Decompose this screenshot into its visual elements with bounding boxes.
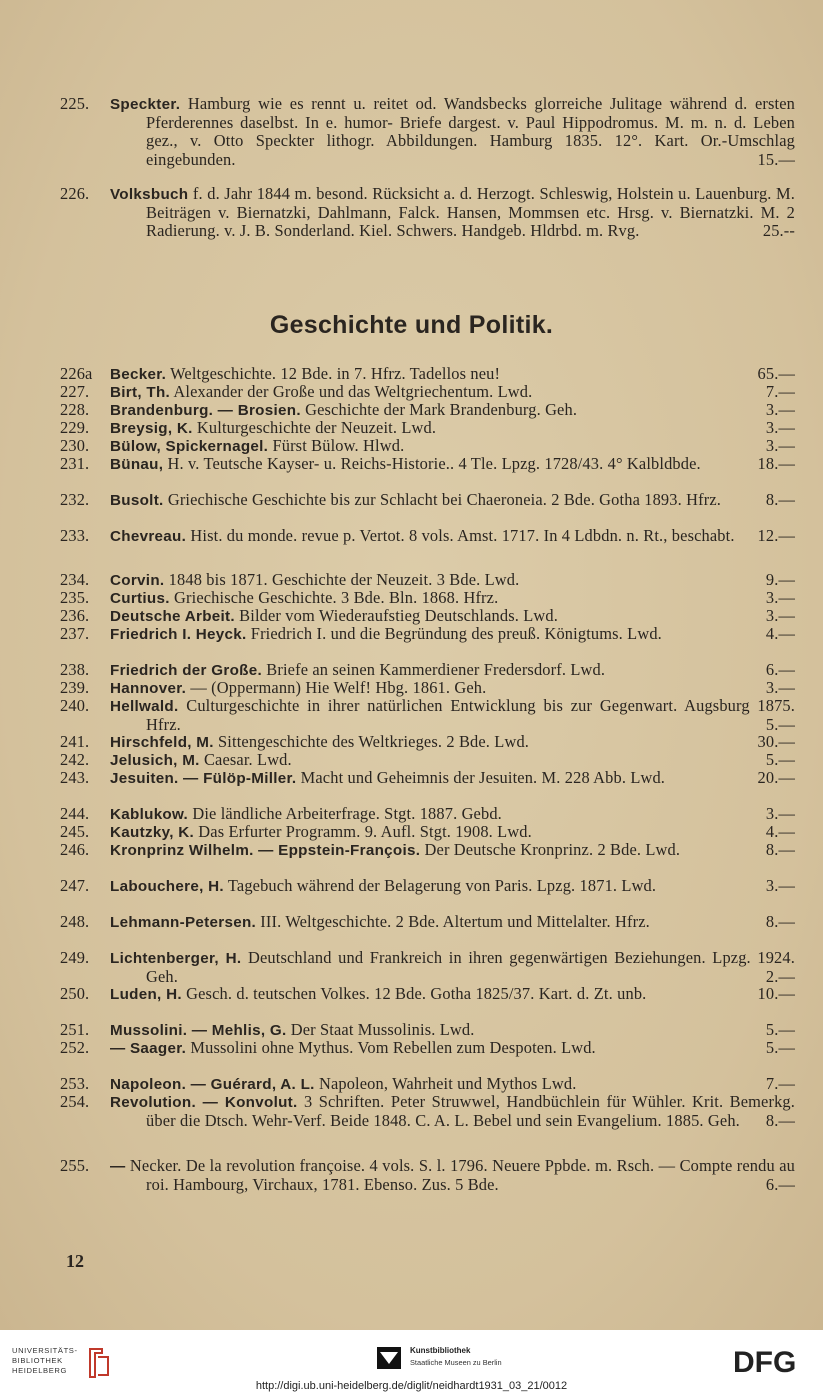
entry-author: Kronprinz Wilhelm. — Eppstein-François. xyxy=(110,842,421,859)
entry-author: Kautzky, K. xyxy=(110,824,195,841)
entry-author: Bünau, xyxy=(110,456,164,473)
entry-description: Bilder vom Wiederaufstieg Deutschlands. Lwd. xyxy=(239,606,558,625)
catalog-entry xyxy=(60,1093,795,1130)
entry-body xyxy=(110,913,795,932)
catalog-entry xyxy=(60,733,795,752)
entry-body xyxy=(110,1093,795,1130)
catalog-entry xyxy=(60,769,795,788)
entry-description: — (Oppermann) Hie Welf! Hbg. 1861. Geh. xyxy=(190,678,487,697)
catalog-entry xyxy=(60,185,795,241)
entry-author: Birt, Th. xyxy=(110,384,171,401)
entry-description: Geschichte der Mark Brandenburg. Geh. xyxy=(305,400,578,419)
entry-author: Breysig, K. xyxy=(110,420,193,437)
entry-price: 5.— xyxy=(765,715,795,735)
entry-price: 25.-- xyxy=(762,221,795,241)
entry-author: Lehmann-Petersen. xyxy=(110,914,257,931)
entry-number: 251. xyxy=(60,1020,90,1039)
entry-author: Hannover. xyxy=(110,680,187,697)
entry-price: 3.— xyxy=(765,436,795,455)
entry-description: Caesar. Lwd. xyxy=(203,750,292,769)
entry-author: Bülow, Spickernagel. xyxy=(110,438,269,455)
catalog-entry xyxy=(60,985,795,1004)
entry-body xyxy=(110,491,795,510)
entry-body xyxy=(110,769,795,788)
entry-description: Deutschland und Frankreich in ihren gegenwärtigen Beziehungen. Lpzg. 1924. Geh. xyxy=(146,948,795,987)
kunstbibliothek-logo[interactable] xyxy=(376,1344,546,1374)
entry-price: 5.— xyxy=(765,1038,795,1057)
entry-body xyxy=(110,527,795,546)
entry-number: 228. xyxy=(60,400,90,419)
entry-body xyxy=(110,841,795,860)
entry-body xyxy=(110,185,795,241)
entry-number: 237. xyxy=(60,624,90,643)
entry-number: 232. xyxy=(60,490,90,509)
entry-description: H. v. Teutsche Kayser- u. Reichs-Historie.. 4 Tle. Lpzg. 1728/43. 4° Kalbldbde. xyxy=(167,454,701,473)
entry-body xyxy=(110,455,795,474)
entry-author: Labouchere, H. xyxy=(110,878,224,895)
entry-price: 8.— xyxy=(765,1111,795,1131)
section-heading: Geschichte und Politik. xyxy=(269,311,554,339)
catalog-entry xyxy=(60,1039,795,1058)
entry-author: Corvin. xyxy=(110,572,165,589)
entry-number: 244. xyxy=(60,804,90,823)
entry-description: Griechische Geschichte. 3 Bde. Bln. 1868. Hfrz. xyxy=(174,588,499,607)
entry-author: Curtius. xyxy=(110,590,170,607)
university-library-logo[interactable] xyxy=(12,1346,102,1382)
entry-price: 4.— xyxy=(765,822,795,841)
entry-number: 241. xyxy=(60,732,90,751)
entry-description: Tagebuch während der Belagerung von Paris. Lpzg. 1871. Lwd. xyxy=(227,876,657,895)
entry-price: 9.— xyxy=(765,570,795,589)
catalog-entry xyxy=(60,95,795,169)
catalog-entry xyxy=(60,1157,795,1194)
entry-author: Hellwald. xyxy=(110,698,179,715)
entry-body xyxy=(110,1039,795,1058)
entry-price: 3.— xyxy=(765,606,795,625)
entry-price: 3.— xyxy=(765,588,795,607)
entry-number: 253. xyxy=(60,1074,90,1093)
entry-author: Kablukow. xyxy=(110,806,189,823)
entry-description: Culturgeschichte in ihrer natürlichen Entwicklung bis zur Gegenwart. Augsburg 1875. Hfrz. xyxy=(146,696,796,735)
entry-author: Becker. xyxy=(110,366,167,383)
entry-description: Kulturgeschichte der Neuzeit. Lwd. xyxy=(196,418,437,437)
entry-body xyxy=(110,625,795,644)
entry-price: 4.— xyxy=(765,624,795,643)
entry-price: 3.— xyxy=(765,418,795,437)
catalog-entry xyxy=(60,949,795,986)
entry-description: Gesch. d. teutschen Volkes. 12 Bde. Gotha 1825/37. Kart. d. Zt. unb. xyxy=(186,984,647,1003)
entry-number: 225. xyxy=(60,94,90,113)
entry-author: — xyxy=(110,1158,126,1175)
entry-price: 20.— xyxy=(757,768,795,787)
entry-description: Friedrich I. und die Begründung des preuß. Königtums. Lwd. xyxy=(250,624,662,643)
entry-price: 65.— xyxy=(757,364,795,383)
entry-price: 7.— xyxy=(765,382,795,401)
entry-description: Napoleon, Wahrheit und Mythos Lwd. xyxy=(318,1074,577,1093)
catalog-entry xyxy=(60,841,795,860)
entry-price: 12.— xyxy=(757,526,795,545)
entry-number: 236. xyxy=(60,606,90,625)
entry-price: 8.— xyxy=(765,490,795,509)
entry-price: 8.— xyxy=(765,840,795,859)
entry-number: 230. xyxy=(60,436,90,455)
kunstbibliothek-name: Kunstbibliothek xyxy=(410,1346,471,1355)
entry-number: 243. xyxy=(60,768,90,787)
entry-body xyxy=(110,877,795,896)
entry-author: Friedrich I. Heyck. xyxy=(110,626,247,643)
catalog-entry xyxy=(60,913,795,932)
entry-number: 242. xyxy=(60,750,90,769)
entry-price: 3.— xyxy=(765,400,795,419)
entry-body xyxy=(110,419,795,438)
entry-author: Busolt. xyxy=(110,492,164,509)
entry-body xyxy=(110,985,795,1004)
entry-number: 254. xyxy=(60,1092,90,1111)
entry-description: Das Erfurter Programm. 9. Aufl. Stgt. 1908. Lwd. xyxy=(198,822,532,841)
entry-author: Friedrich der Große. xyxy=(110,662,263,679)
catalog-entry xyxy=(60,455,795,474)
entry-number: 239. xyxy=(60,678,90,697)
entry-description: Sittengeschichte des Weltkrieges. 2 Bde. Lwd. xyxy=(218,732,530,751)
entry-description: Die ländliche Arbeiterfrage. Stgt. 1887. Gebd. xyxy=(192,804,502,823)
entry-price: 10.— xyxy=(757,984,795,1003)
entry-author: Volksbuch xyxy=(110,186,189,203)
entry-description: Necker. De la revolution françoise. 4 vols. S. l. 1796. Neuere Ppbde. m. Rsch. — Compte rendu au roi. Hambourg, Virchaux, 1781. Ebenso. Zus. 5 Bde. xyxy=(129,1156,795,1195)
entry-price: 3.— xyxy=(765,804,795,823)
entry-body xyxy=(110,1157,795,1194)
catalog-entry xyxy=(60,419,795,438)
entry-description: Der Staat Mussolinis. Lwd. xyxy=(290,1020,475,1039)
entry-description: Briefe an seinen Kammerdiener Fredersdorf. Lwd. xyxy=(266,660,606,679)
entry-body xyxy=(110,697,795,734)
entry-author: Brandenburg. — Brosien. xyxy=(110,402,301,419)
entry-author: Revolution. — Konvolut. xyxy=(110,1094,298,1111)
entry-author: Jesuiten. — Fülöp-Miller. xyxy=(110,770,297,787)
entry-author: Luden, H. xyxy=(110,986,182,1003)
entry-description: Mussolini ohne Mythus. Vom Rebellen zum Despoten. Lwd. xyxy=(190,1038,596,1057)
entry-number: 238. xyxy=(60,660,90,679)
entry-price: 18.— xyxy=(757,454,795,473)
entry-number: 226. xyxy=(60,184,90,203)
catalog-entry xyxy=(60,625,795,644)
entry-body xyxy=(110,949,795,986)
entry-number: 234. xyxy=(60,570,90,589)
entry-description: Weltgeschichte. 12 Bde. in 7. Hfrz. Tadellos neu! xyxy=(170,364,501,383)
page-number: 12 xyxy=(66,1251,84,1271)
dfg-logo[interactable] xyxy=(733,1347,811,1375)
catalog-entry xyxy=(60,527,795,546)
entry-author: Jelusich, M. xyxy=(110,752,200,769)
entry-description: Griechische Geschichte bis zur Schlacht bei Chaeroneia. 2 Bde. Gotha 1893. Hfrz. xyxy=(167,490,721,509)
entry-number: 250. xyxy=(60,984,90,1003)
entry-author: Mussolini. — Mehlis, G. xyxy=(110,1022,287,1039)
entry-number: 255. xyxy=(60,1156,90,1175)
kunstbibliothek-subtitle: Staatliche Museen zu Berlin xyxy=(410,1358,502,1367)
entry-description: f. d. Jahr 1844 m. besond. Rücksicht a. d. Herzogt. Schleswig, Holstein u. Lauenburg. M. Beiträgen v. Biernatzki, Dahlmann, Falck. Hansen, Mommsen etc. Hrsg. v. Biernatzki. M. 2 Radierung. v. J. B. Sonderland. Kiel. Schwers. Handgeb. Hldrbd. m. Rvg. xyxy=(146,184,796,241)
entry-number: 248. xyxy=(60,912,90,931)
entry-author: Hirschfeld, M. xyxy=(110,734,214,751)
entry-number: 247. xyxy=(60,876,90,895)
entry-price: 5.— xyxy=(765,750,795,769)
entry-price: 3.— xyxy=(765,876,795,895)
entry-price: 5.— xyxy=(765,1020,795,1039)
entry-author: Speckter. xyxy=(110,96,181,113)
entry-number: 233. xyxy=(60,526,90,545)
entry-number: 235. xyxy=(60,588,90,607)
entry-author: Deutsche Arbeit. xyxy=(110,608,235,625)
entry-description: Hist. du monde. revue p. Vertot. 8 vols. Amst. 1717. In 4 Ldbdn. n. Rt., beschabt. xyxy=(190,526,735,545)
dfg-logo-text: DFG xyxy=(733,1347,797,1375)
entry-price: 6.— xyxy=(765,660,795,679)
entry-body xyxy=(110,95,795,169)
entry-number: 231. xyxy=(60,454,90,473)
entry-author: Chevreau. xyxy=(110,528,187,545)
entry-description: Macht und Geheimnis der Jesuiten. M. 228 Abb. Lwd. xyxy=(300,768,666,787)
permalink-url[interactable]: http://digi.ub.uni-heidelberg.de/diglit/neidhardt1931_03_21/0012 xyxy=(255,1380,568,1392)
entry-number: 227. xyxy=(60,382,90,401)
university-library-logo-text: UNIVERSITÄTS- BIBLIOTHEK HEIDELBERG xyxy=(12,1346,78,1375)
entry-number: 246. xyxy=(60,840,90,859)
entry-number: 240. xyxy=(60,696,90,715)
entry-description: Der Deutsche Kronprinz. 2 Bde. Lwd. xyxy=(424,840,681,859)
entry-description: 1848 bis 1871. Geschichte der Neuzeit. 3 Bde. Lwd. xyxy=(168,570,520,589)
catalog-entry xyxy=(60,697,795,734)
entry-price: 6.— xyxy=(765,1175,795,1195)
kunstbibliothek-icon xyxy=(376,1346,402,1370)
entry-number: 245. xyxy=(60,822,90,841)
entry-description: Hamburg wie es rennt u. reitet od. Wandsbecks glorreiche Julitage während d. ersten Pferderennes daselbst. In e. humor- Briefe dargest. v. Paul Hippodromus. M. m. n. d. Leben gez., v. Otto Speckter lithogr. Abbildungen. Hamburg 1835. 12°. Kart. Or.-Umschlag eingebunden. xyxy=(146,94,796,169)
entry-price: 8.— xyxy=(765,912,795,931)
entry-author: Napoleon. — Guérard, A. L. xyxy=(110,1076,315,1093)
entry-price: 3.— xyxy=(765,678,795,697)
entry-number: 252. xyxy=(60,1038,90,1057)
entry-author: Lichtenberger, H. xyxy=(110,950,242,967)
entry-description: III. Weltgeschichte. 2 Bde. Altertum und Mittelalter. Hfrz. xyxy=(260,912,650,931)
catalog-entry xyxy=(60,491,795,510)
entry-price: 2.— xyxy=(765,967,795,987)
entry-description: Fürst Bülow. Hlwd. xyxy=(272,436,405,455)
entry-number: 229. xyxy=(60,418,90,437)
entry-price: 30.— xyxy=(757,732,795,751)
viewer-footer xyxy=(0,1330,823,1395)
entry-author: — Saager. xyxy=(110,1040,187,1057)
catalog-entry xyxy=(60,877,795,896)
entry-description: 3 Schriften. Peter Struwwel, Handbüchlein für Wühler. Krit. Bemerkg. über die Dtsch. Wehr-Verf. Beide 1848. C. A. L. Bebel und sein Evangelium. 1885. Geh. xyxy=(146,1092,796,1131)
entry-description: Alexander der Große und das Weltgriechentum. Lwd. xyxy=(173,382,533,401)
entry-price: 7.— xyxy=(765,1074,795,1093)
heidelberg-seal-icon xyxy=(86,1347,112,1379)
entry-number: 249. xyxy=(60,948,90,967)
entry-price: 15.— xyxy=(757,149,795,169)
entry-number: 226a xyxy=(60,364,93,383)
